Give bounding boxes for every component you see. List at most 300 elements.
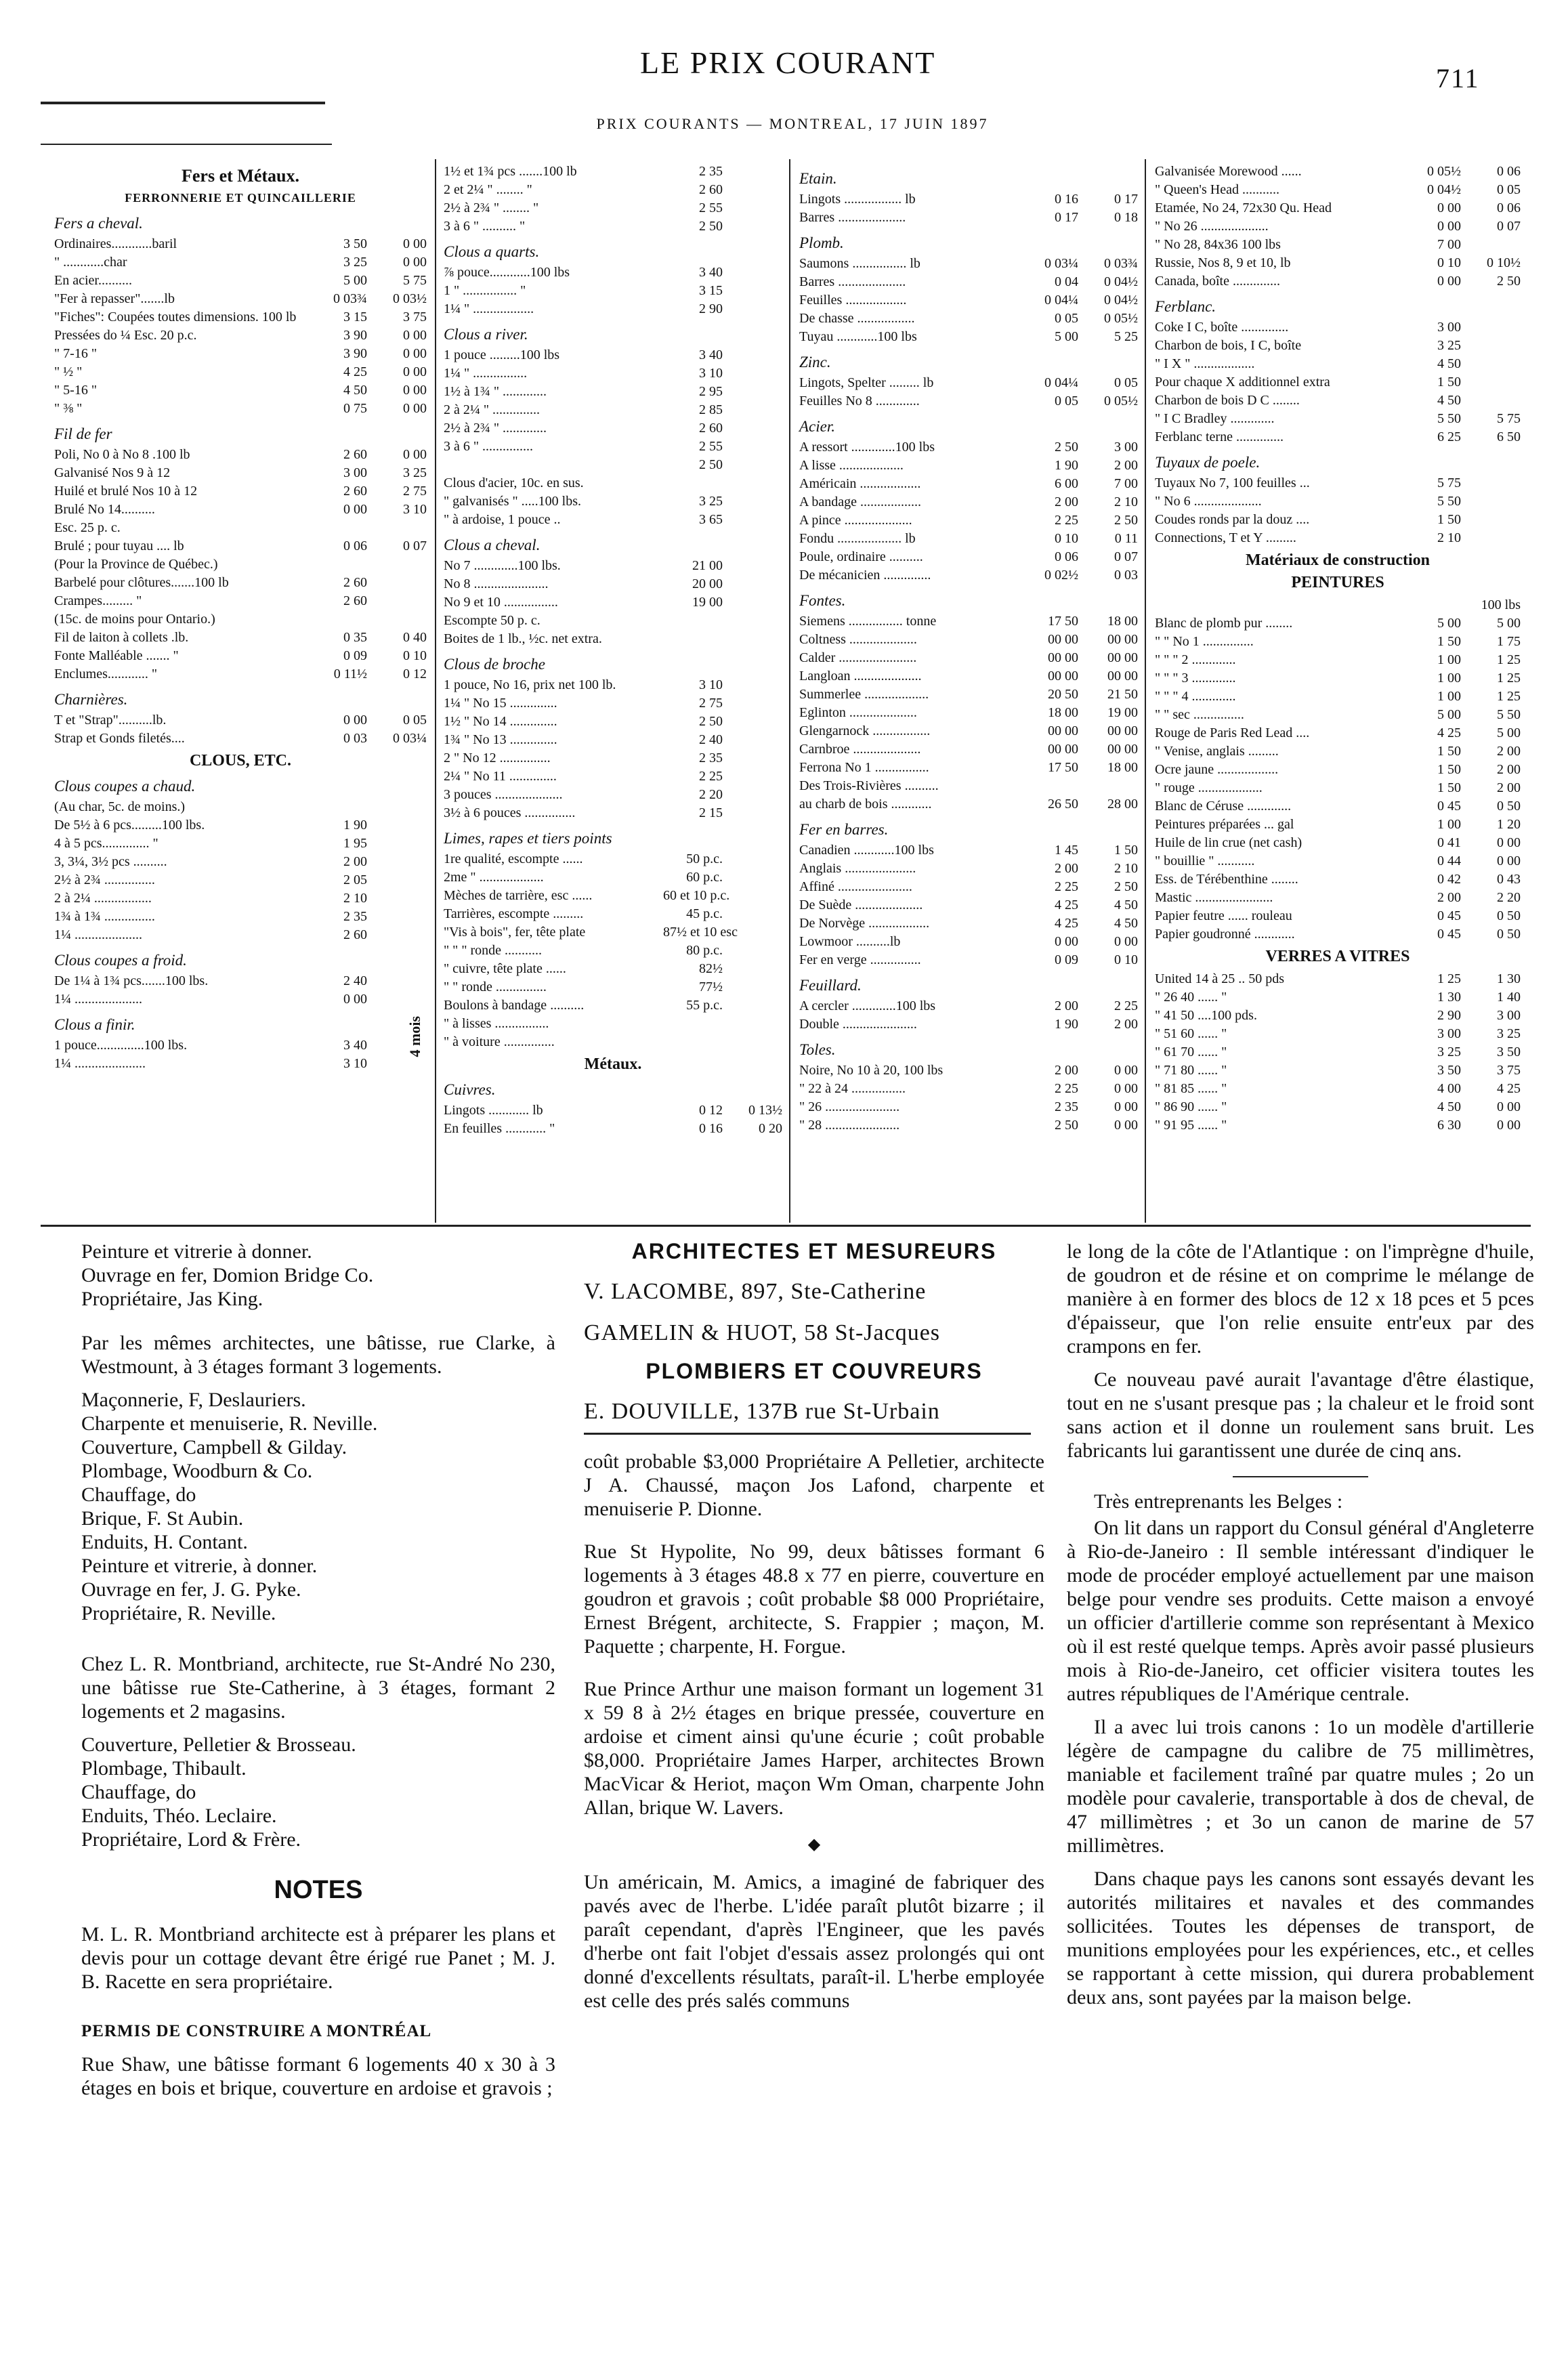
price-low: 2 50 (1055, 440, 1078, 455)
price-low: 0 00 (343, 502, 367, 517)
price-row (799, 493, 1138, 511)
price-row (444, 282, 782, 300)
price-label: 2¼ " No 11 .............. (444, 769, 557, 784)
price-row (799, 795, 1138, 814)
price-label: 2 et 2¼ " ........ " (444, 182, 532, 197)
price-low: 3 10 (699, 366, 723, 381)
price-label: Fer en verge ............... (799, 952, 921, 967)
price-high: 2 50 (1114, 513, 1138, 528)
price-group-heading: PEINTURES (1291, 574, 1384, 591)
price-low: 21 00 (692, 558, 723, 573)
price-high: 0 00 (1114, 1081, 1138, 1096)
price-high: 0 50 (1497, 927, 1521, 942)
price-low: 4 50 (1437, 393, 1461, 408)
price-row (1155, 761, 1521, 779)
price-label: Américain .................. (799, 476, 921, 491)
price-low: 1 00 (1437, 817, 1461, 832)
price-label: Feuilles No 8 ............. (799, 394, 920, 408)
lines-c (81, 1733, 555, 1851)
directory-line: GAMELIN & HUOT, 58 St-Jacques (584, 1320, 941, 1345)
price-low: 0 02½ (1044, 568, 1078, 583)
price-row (799, 933, 1138, 951)
price-row (1155, 474, 1521, 492)
price-low: 2 35 (343, 909, 367, 924)
price-low: 1 95 (343, 836, 367, 851)
price-label: " I X " .................. (1155, 356, 1255, 371)
price-row (444, 804, 782, 822)
price-low: 2 40 (343, 973, 367, 988)
price-low: 0 42 (1437, 872, 1461, 887)
price-row (54, 482, 427, 501)
price-label: Tarrières, escompte ......... (444, 906, 584, 921)
price-high (723, 557, 782, 575)
price-high (1461, 236, 1521, 254)
price-row (444, 887, 782, 905)
price-high: 0 00 (403, 328, 427, 343)
price-label: Enclumes............ " (54, 667, 158, 681)
text-line: Propriétaire, Jas King. (81, 1288, 263, 1310)
price-high (723, 492, 782, 511)
price-high (723, 575, 782, 593)
directory-line: E. DOUVILLE, 137B rue St-Urbain (584, 1399, 940, 1424)
price-row (54, 235, 427, 253)
price-row (444, 163, 782, 181)
price-low (1019, 777, 1078, 795)
price-row (54, 629, 427, 647)
price-high (1461, 318, 1521, 337)
price-row (1155, 669, 1521, 688)
price-row (444, 401, 782, 419)
price-high: 0 00 (403, 364, 427, 379)
price-row (1155, 852, 1521, 870)
price-label: " 86 90 ...... " (1155, 1099, 1227, 1114)
price-low: 3 15 (699, 283, 723, 298)
price-high (367, 610, 427, 629)
price-low: 0 11½ (333, 667, 367, 681)
price-row (54, 990, 427, 1009)
price-label: Barbelé pour clôtures.......100 lb (54, 575, 229, 590)
price-low: 0 04¼ (1044, 375, 1078, 390)
price-low: 20 50 (1048, 687, 1078, 702)
text-line: Chauffage, do (81, 1781, 196, 1803)
price-label: Boulons à bandage .......... (444, 998, 585, 1013)
paragraph: Un américain, M. Amics, a imaginé de fabriquer des pavés avec de l'herbe. L'idée paraît plutôt bizarre ; il paraît cependant, d'après l'Engineer, que les pavés d'herbe ont fait l'objet d'essais assez prolongés qui ont donné d'excellents résultats, paraît-il. L'herbe employée est celle des prés salés communs (584, 1871, 1044, 2012)
price-high (723, 401, 782, 419)
price-low: 2 35 (1055, 1099, 1078, 1114)
price-high: 5 00 (1497, 616, 1521, 631)
price-label: Ferrona No 1 ................ (799, 760, 929, 775)
price-low: 2 50 (699, 219, 723, 234)
price-row (54, 400, 427, 418)
price-low: 2 60 (699, 421, 723, 436)
price-label: ⅞ pouce............100 lbs (444, 265, 570, 280)
price-high: 0 06 (1497, 201, 1521, 215)
price-row (54, 853, 427, 871)
price-high (723, 713, 782, 731)
price-row (444, 713, 782, 731)
price-label: Affiné ...................... (799, 879, 912, 894)
price-low: 0 41 (1437, 835, 1461, 850)
price-high: 2 10 (1114, 861, 1138, 876)
price-row (1155, 797, 1521, 816)
price-high (1461, 511, 1521, 529)
price-row (1155, 706, 1521, 724)
price-low: 0 09 (343, 648, 367, 663)
price-high: 0 05 (1497, 182, 1521, 197)
header-rule (41, 102, 325, 104)
price-high: 18 00 (1107, 614, 1138, 629)
price-high: 3 25 (403, 465, 427, 480)
price-row (799, 457, 1138, 475)
price-group-heading: CLOUS, ETC. (189, 752, 292, 770)
paragraph: Dans chaque pays les canons sont essayés devant les autorités militaires et navales et des commandes sollicitées. Toutes les dépenses de transport, de munitions employées pour les expériences, etc., et celles se rapportant à cette mission, qui durera probablement deux ans, sont payées par la maison belge. (1067, 1868, 1534, 2008)
price-low: 6 25 (1437, 429, 1461, 444)
price-low: 3 25 (343, 255, 367, 270)
price-low: 0 05 (1055, 394, 1078, 408)
price-low: 2 15 (699, 805, 723, 820)
price-group-heading: Matériaux de construction (1246, 551, 1430, 569)
price-row (1155, 724, 1521, 742)
price-high (723, 868, 782, 887)
price-label: En acier.......... (54, 273, 132, 288)
price-row (1155, 970, 1521, 988)
text-line: Propriétaire, R. Neville. (81, 1602, 276, 1624)
price-group-heading: Plomb. (799, 234, 844, 251)
page-title: LE PRIX COURANT (640, 45, 936, 80)
paragraph: Rue St Hypolite, No 99, deux bâtisses formant 6 logements à 3 étages 48.8 x 77 en pierre, couverture en goudron et gravois ; coût probable $8 000 Propriétaire, Ernest Brégent, architecte, S. Frappier ; maçon, M. Paquette ; charpente, H. Forgue. (584, 1540, 1044, 1658)
price-row (1155, 633, 1521, 651)
price-low: 00 00 (1048, 723, 1078, 738)
price-low: 00 00 (1048, 669, 1078, 683)
price-label: au charb de bois ............ (799, 797, 932, 812)
price-label: Noire, No 10 à 20, 100 lbs (799, 1063, 944, 1078)
price-low: 20 00 (692, 576, 723, 591)
price-label: Pour chaque X additionnel extra (1155, 375, 1330, 390)
price-row (54, 555, 427, 574)
price-row (799, 841, 1138, 860)
price-row (799, 914, 1138, 933)
price-row (799, 328, 1138, 346)
price-label: Coke I C, boîte .............. (1155, 320, 1289, 335)
text-line: Plombage, Thibault. (81, 1757, 247, 1780)
price-label: De 5½ à 6 pcs.........100 lbs. (54, 818, 205, 833)
price-row (1155, 318, 1521, 337)
price-high: 0 00 (403, 346, 427, 361)
price-low: 3 10 (343, 1056, 367, 1071)
paragraph: On lit dans un rapport du Consul général d'Angleterre à Rio-de-Janeiro : Il semble intéressant d'indiquer le mode de procéder employé actuellement par une maison belge pour vendre ses produits. Cette maison a envoyé un officier d'artillerie comme son représentant à Mexico où il est resté quelque temps. Après avoir passé plusieurs mois à Rio-de-Janeiro, cet officier visitera toutes les autres républiques de l'Amérique centrale. (1067, 1517, 1534, 1705)
price-high (367, 798, 427, 816)
price-low: 4 00 (1437, 1081, 1461, 1096)
price-low: 2 50 (699, 457, 723, 472)
price-high (723, 419, 782, 438)
price-high (367, 519, 427, 537)
price-label: (Au char, 5c. de moins.) (54, 799, 186, 814)
price-label: " " " 3 ............. (1155, 671, 1236, 686)
price-label: Poule, ordinaire .......... (799, 549, 923, 564)
paragraph: le long de la côte de l'Atlantique : on l'imprègne d'huile, de goudron et de résine et on comprime le mélange de manière à en former des blocs de 12 x 18 pces et 5 pces d'épaisseur, que l'on relie ensuite entr'eux par des crampons en fer. (1067, 1240, 1534, 1358)
price-row (799, 878, 1138, 896)
price-high (367, 871, 427, 889)
price-row (1155, 816, 1521, 834)
price-low: 2 60 (343, 593, 367, 608)
price-row (799, 997, 1138, 1015)
price-low: 3 25 (1437, 1045, 1461, 1059)
price-column-3 (799, 163, 1138, 1135)
price-label: Etamée, No 24, 72x30 Qu. Head (1155, 201, 1332, 215)
price-high: 00 00 (1107, 650, 1138, 665)
price-row (799, 612, 1138, 631)
text-line: Propriétaire, Lord & Frère. (81, 1828, 301, 1851)
price-label: Esc. 25 p. c. (54, 520, 121, 535)
price-low: 5 00 (1437, 707, 1461, 722)
price-low: 3 90 (343, 346, 367, 361)
price-row (54, 446, 427, 464)
price-label: 2½ à 2¾ ............... (54, 872, 155, 887)
price-row (444, 364, 782, 383)
price-low: 0 16 (1055, 192, 1078, 207)
price-label: (Pour la Province de Québec.) (54, 557, 218, 572)
price-low: 5 00 (1055, 329, 1078, 344)
price-low: 0 00 (1437, 219, 1461, 234)
price-low: 17 50 (1048, 760, 1078, 775)
price-group-heading: Fontes. (799, 592, 846, 609)
price-row (1155, 907, 1521, 925)
price-low: 2 00 (1055, 495, 1078, 509)
price-label: " No 26 .................... (1155, 219, 1269, 234)
price-row (1155, 272, 1521, 291)
price-low: 2 20 (699, 787, 723, 802)
price-high: 4 50 (1114, 898, 1138, 912)
price-high: 0 07 (1114, 549, 1138, 564)
price-row (54, 871, 427, 889)
price-label: No 9 et 10 ................ (444, 595, 558, 610)
text-column-1 (81, 1240, 555, 2109)
price-label: A pince .................... (799, 513, 912, 528)
price-high: 0 17 (1114, 192, 1138, 207)
price-low: 1 90 (1055, 458, 1078, 473)
price-high (723, 264, 782, 282)
price-row (799, 209, 1138, 227)
price-row (444, 456, 782, 474)
price-row (799, 649, 1138, 667)
price-low: 6 00 (1055, 476, 1078, 491)
price-low: 2 35 (699, 751, 723, 765)
price-low (663, 612, 723, 630)
price-high: 100 lbs (1481, 597, 1521, 612)
price-high: 2 00 (1114, 1017, 1138, 1032)
price-low: 4 25 (1055, 916, 1078, 931)
price-row (1155, 1116, 1521, 1135)
price-low: 0 45 (1437, 908, 1461, 923)
price-high: 0 04½ (1104, 293, 1138, 308)
price-group-heading: Zinc. (799, 354, 831, 371)
paragraph: coût probable $3,000 Propriétaire A Pelletier, architecte J A. Chaussé, maçon Jos Lafond, charpente et menuiserie P. Dionne. (584, 1450, 1044, 1520)
price-group-heading: Clous coupes a chaud. (54, 778, 196, 795)
price-label: " I C Bradley ............. (1155, 411, 1275, 426)
price-label: 3 pouces .................... (444, 787, 563, 802)
price-high (723, 923, 782, 942)
price-row (444, 731, 782, 749)
price-label: Saumons ................ lb (799, 256, 920, 271)
price-row (54, 798, 427, 816)
price-label: 4 à 5 pcs.............. " (54, 836, 158, 851)
price-low: 60 et 10 p.c. (663, 888, 730, 903)
price-high: 0 00 (403, 401, 427, 416)
price-row (444, 694, 782, 713)
price-label: 1 " ................ " (444, 283, 526, 298)
section-rule (584, 1433, 1031, 1435)
price-label: Lingots, Spelter ......... lb (799, 375, 934, 390)
price-row (1155, 511, 1521, 529)
price-high: 0 12 (403, 667, 427, 681)
price-high: 2 00 (1497, 744, 1521, 759)
price-low: 0 45 (1437, 927, 1461, 942)
price-row (799, 530, 1138, 548)
price-high: 0 00 (1497, 835, 1521, 850)
price-high: 1 25 (1497, 652, 1521, 667)
paragraph: Rue Prince Arthur une maison formant un logement 31 x 59 8 à 2½ étages en brique pressée, couverture en ardoise et ciment ainsi qu'une écurie ; coût probable $8,000. Propriétaire James Harper, architectes Brown MacVicar & Heriot, maçon Wm Oman, charpente John Allan, brique W. Lavers. (584, 1678, 1044, 1819)
price-high: 0 07 (1497, 219, 1521, 234)
price-label: De Norvège .................. (799, 916, 930, 931)
price-high: 0 00 (403, 236, 427, 251)
price-row (444, 1120, 782, 1138)
price-row (1155, 925, 1521, 944)
price-row (799, 548, 1138, 566)
price-high (723, 960, 782, 978)
price-low: 0 04¼ (1044, 293, 1078, 308)
price-low: 0 03 (343, 731, 367, 746)
price-label: Peintures préparées ... gal (1155, 817, 1294, 832)
caption-plombiers: PLOMBIERS ET COUVREURS (645, 1359, 983, 1383)
price-group-heading: Fil de fer (54, 425, 112, 442)
price-row (799, 896, 1138, 914)
price-high (1461, 373, 1521, 392)
price-low (308, 519, 367, 537)
price-high: 0 03½ (393, 291, 427, 306)
price-label: " Venise, anglais ......... (1155, 744, 1279, 759)
paragraph: Très entreprenants les Belges : (1094, 1490, 1343, 1513)
price-low: 3 25 (1437, 338, 1461, 353)
price-label: " 7-16 " (54, 346, 97, 361)
price-group-heading: Clous de broche (444, 656, 545, 673)
price-row (444, 264, 782, 282)
price-label: Fondu ................... lb (799, 531, 916, 546)
price-label: 1¾ à 1¾ ............... (54, 909, 155, 924)
price-low: 1 45 (1055, 843, 1078, 858)
text-line: Enduits, Théo. Leclaire. (81, 1805, 277, 1827)
price-high: 0 00 (1114, 1099, 1138, 1114)
price-label: " à ardoise, 1 pouce .. (444, 512, 561, 527)
price-high: 6 50 (1497, 429, 1521, 444)
price-high: 0 00 (1114, 934, 1138, 949)
price-low: 1 00 (1437, 652, 1461, 667)
price-label: De Suède .................... (799, 898, 923, 912)
price-high: 00 00 (1107, 669, 1138, 683)
price-high (723, 676, 782, 694)
price-low: 45 p.c. (686, 906, 723, 921)
price-high (723, 282, 782, 300)
price-label: " à voiture ............... (444, 1034, 555, 1049)
price-label: Coltness .................... (799, 632, 917, 647)
price-low: 2 00 (1055, 998, 1078, 1013)
price-high: 0 05½ (1104, 394, 1138, 408)
price-row (444, 923, 782, 942)
price-high: 0 50 (1497, 799, 1521, 814)
price-row (444, 676, 782, 694)
price-label: " " " ronde ........... (444, 943, 543, 958)
price-row (54, 363, 427, 381)
price-low: 2 25 (1055, 513, 1078, 528)
price-high: 0 10 (403, 648, 427, 663)
price-low: 2 95 (699, 384, 723, 399)
price-high: 1 20 (1497, 817, 1521, 832)
price-label: Poli, No 0 à No 8 .100 lb (54, 447, 190, 462)
price-label: 2me " ................... (444, 870, 544, 885)
price-low: 2 90 (699, 301, 723, 316)
price-high: 0 03¼ (393, 731, 427, 746)
price-row (444, 630, 782, 648)
price-row (1155, 1098, 1521, 1116)
price-label: 1¼ .................... (54, 992, 142, 1007)
price-high: 0 10 (1114, 952, 1138, 967)
price-label: Ocre jaune .................. (1155, 762, 1279, 777)
group-list (54, 214, 427, 1073)
price-label: Carnbroe .................... (799, 742, 921, 757)
price-label: Barres .................... (799, 210, 906, 225)
price-label: 1½ " No 14 .............. (444, 714, 557, 729)
price-label: 1¼ " .................. (444, 301, 534, 316)
price-high: 18 00 (1107, 760, 1138, 775)
price-label: " galvanisés " .....100 lbs. (444, 494, 581, 509)
price-row (1155, 392, 1521, 410)
column-divider-2 (789, 159, 790, 1223)
price-row (799, 686, 1138, 704)
price-label: Huilé et brulé Nos 10 à 12 (54, 484, 198, 499)
price-low: 2 35 (699, 164, 723, 179)
ornament-icon: ◆ (807, 1836, 821, 1853)
price-high: 1 25 (1497, 689, 1521, 704)
text-line: Couverture, Pelletier & Brosseau. (81, 1733, 356, 1756)
price-label: " " sec ............... (1155, 707, 1244, 722)
price-low (308, 610, 367, 629)
price-high: 0 06 (1497, 164, 1521, 179)
price-row (54, 730, 427, 748)
price-label: "Fiches": Coupées toutes dimensions. 100 lb (54, 310, 297, 324)
price-row (444, 217, 782, 236)
price-label: " " " 2 ............. (1155, 652, 1236, 667)
price-low: 3 10 (699, 677, 723, 692)
price-label: Lingots ................. lb (799, 192, 916, 207)
price-group-heading: Cuivres. (444, 1081, 496, 1098)
price-label: Lowmoor ..........lb (799, 934, 901, 949)
price-row (444, 511, 782, 529)
price-high: 19 00 (1107, 705, 1138, 720)
price-low: 00 00 (1048, 650, 1078, 665)
price-label: Galvanisée Morewood ...... (1155, 164, 1302, 179)
column-divider-1 (435, 159, 436, 1223)
paragraph: Chez L. R. Montbriand, architecte, rue St-André No 230, une bâtisse rue Ste-Catherine, à 3 étages, formant 2 logements et 2 magasins. (81, 1653, 555, 1723)
price-low: 4 25 (1055, 898, 1078, 912)
price-high (367, 972, 427, 990)
price-row (444, 346, 782, 364)
price-row (1155, 337, 1521, 355)
price-high: 0 50 (1497, 908, 1521, 923)
price-label: " cuivre, tête plate ...... (444, 961, 566, 976)
price-low: 2 10 (1437, 530, 1461, 545)
text-column-2 (584, 1240, 1044, 2022)
price-low: 1 50 (1437, 512, 1461, 527)
price-row (444, 557, 782, 575)
